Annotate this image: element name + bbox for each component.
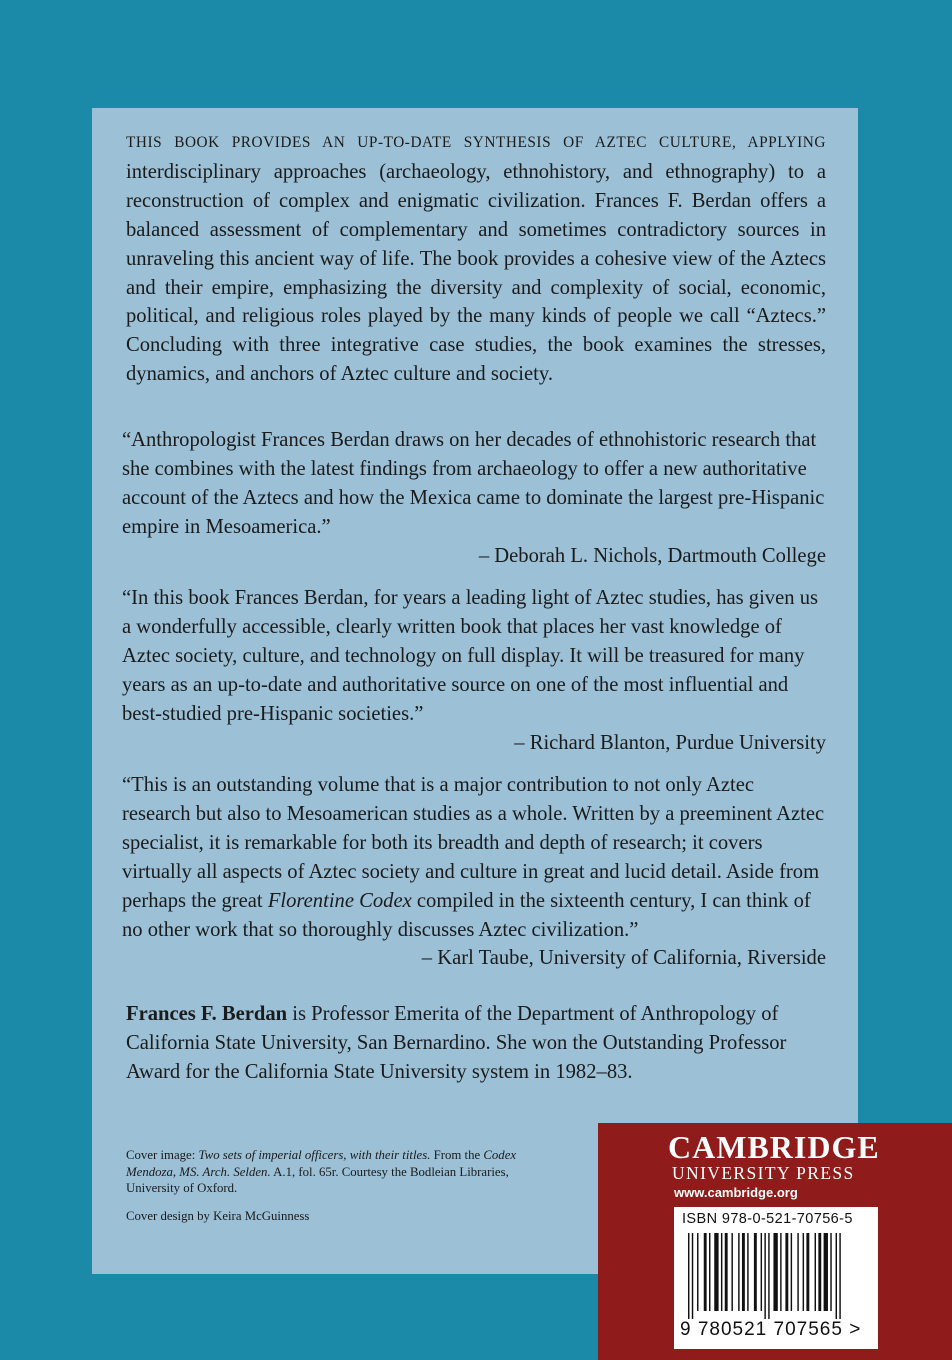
review-attribution: – Deborah L. Nichols, Dartmouth College [478, 544, 826, 567]
barcode-bar [742, 1233, 745, 1311]
barcode-bar [785, 1233, 788, 1311]
barcode-bar [836, 1233, 837, 1319]
credit-source: Codex Mendoza, MS. Arch. Selden. [126, 1148, 517, 1179]
barcode-bar [839, 1233, 840, 1319]
barcode-bar [815, 1233, 816, 1311]
review-text [122, 771, 826, 944]
barcode-bar [738, 1233, 739, 1311]
review-quote-taube [122, 771, 826, 973]
review-text-part: compiled in the sixteenth century, I can think of no other work that so thoroughly discusses Aztec civilization.” [122, 889, 811, 941]
book-description [126, 127, 826, 389]
credit-from: From the [430, 1148, 484, 1162]
publisher-url: www.cambridge.org [674, 1185, 798, 1200]
barcode-bar [780, 1233, 781, 1311]
review-text-part: “This is an outstanding volume that is a major contribution to not only Aztec research but also to Mesoamerican studies as a whole. Written by a preeminent Aztec specialist, it is remarkable for both its breadth and depth of research; it covers virtually all aspects of Aztec society and culture in great and lucid detail. Aside from perhaps the great [122, 774, 825, 912]
review-quote-nichols [122, 426, 826, 571]
publisher-name: CAMBRIDGE [668, 1129, 880, 1165]
barcode-digits: 9 780521 707565 > [680, 1319, 862, 1340]
review-text: “In this book Frances Berdan, for years a leading light of Aztec studies, has given us a wonderfully accessible, clearly written book that places her vast knowledge of Aztec society, culture, and technology on full display. It will be treasured for many years as an up-to-date and authoritative source on one of the most influential and best-studied pre-Hispanic societies.” [122, 587, 819, 725]
barcode-box [674, 1207, 878, 1349]
credit-title: Two sets of imperial officers, with their titles. [198, 1148, 431, 1162]
barcode-bar [797, 1233, 798, 1311]
review-quote-blanton [122, 584, 826, 757]
barcode-bar [806, 1233, 809, 1311]
review-attribution: – Karl Taube, University of California, Riverside [421, 947, 826, 970]
description-body: interdisciplinary approaches (archaeology, ethnohistory, and ethnography) to a reconstruction of complex and enigmatic civilization. Frances F. Berdan offers a balanced assessment of complementary and sometimes contradictory sources in unraveling this ancient way of life. The book provides a cohesive view of the Aztecs and their empire, emphasizing the diversity and complexity of social, economic, political, and religious roles played by the many kinds of people we call “Aztecs.” Concluding with three integrative case studies, the book examines the stresses, dynamics, and anchors of Aztec culture and society. [126, 160, 826, 386]
barcode-bar [688, 1233, 689, 1319]
barcode-bar [761, 1233, 762, 1311]
credit-label: Cover image: [126, 1148, 199, 1162]
barcode-bar [725, 1233, 728, 1311]
review-text: “Anthropologist Frances Berdan draws on her decades of ethnohistoric research that she combines with the latest findings from archaeology to offer a new authoritative account of the Aztecs and how the Mexica came to dominate the largest pre-Hispanic empire in Mesoamerica.” [122, 429, 825, 538]
review-attribution: – Richard Blanton, Purdue University [514, 731, 826, 754]
barcode-bar [791, 1233, 792, 1311]
barcode-icon [686, 1233, 870, 1319]
barcode-bar [747, 1233, 748, 1311]
barcode-bar [709, 1233, 710, 1311]
author-name: Frances F. Berdan [126, 1003, 288, 1025]
author-bio-text: is Professor Emerita of the Department of Anthropology of California State University, San Bernardino. She won the Outstanding Professor Award for the California State University system in 1982–83. [126, 1003, 787, 1083]
barcode-bar [830, 1233, 831, 1311]
barcode-bar [754, 1233, 757, 1311]
barcode-bar [768, 1233, 769, 1319]
cover-image-credit [126, 1147, 556, 1197]
barcode-bar [697, 1233, 698, 1311]
barcode-bar [704, 1233, 707, 1311]
barcode-bar [824, 1233, 828, 1311]
publisher-block [598, 1123, 952, 1360]
barcode-bar [721, 1233, 722, 1311]
cover-design-credit: Cover design by Keira McGuinness [126, 1209, 310, 1223]
barcode-bar [803, 1233, 804, 1311]
barcode-bar [764, 1233, 765, 1319]
barcode-bar [773, 1233, 777, 1311]
credit-rest: A.1, fol. 65r. Courtesy the Bodleian Libraries, University of Oxford. [126, 1164, 509, 1195]
barcode-bar [714, 1233, 718, 1311]
publisher-subtitle: UNIVERSITY PRESS [672, 1163, 855, 1183]
isbn-label: ISBN 978-0-521-70756-5 [682, 1211, 853, 1227]
description-lead: THIS BOOK PROVIDES AN UP-TO-DATE SYNTHESIS OF AZTEC CULTURE, APPLYING [126, 134, 826, 151]
barcode-bar [731, 1233, 732, 1311]
author-bio [126, 1000, 826, 1087]
barcode-bar [692, 1233, 693, 1319]
review-italic-title: Florentine Codex [267, 889, 412, 912]
barcode-bar [818, 1233, 821, 1311]
